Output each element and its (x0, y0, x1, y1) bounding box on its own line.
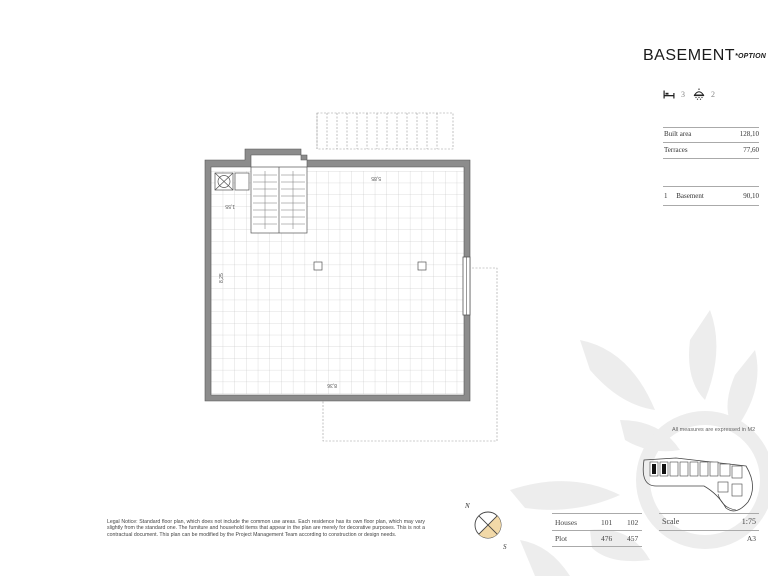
page-title (643, 47, 766, 65)
divider (663, 142, 759, 143)
terraces-row (664, 146, 759, 154)
floor-value: 90,10 (743, 192, 759, 200)
upper-stair (317, 113, 453, 149)
divider (659, 513, 759, 514)
built-area-row (664, 130, 759, 138)
divider (663, 127, 759, 128)
inner-stair (251, 167, 307, 233)
house-a: 101 (601, 518, 613, 527)
divider (663, 186, 759, 187)
divider (552, 546, 642, 547)
dim-left: 8,25 (219, 273, 225, 283)
floor-index: 1 (664, 192, 668, 200)
house-b: 102 (627, 518, 639, 527)
measures-note: All measures are expressed in M2 (672, 427, 756, 433)
houses-label: Houses (555, 518, 578, 527)
divider (552, 513, 642, 514)
compass (458, 497, 516, 551)
option-label: *OPTION (735, 53, 766, 60)
compass-north: N (465, 502, 470, 510)
plot-label: Plot (555, 534, 568, 543)
scale-row (662, 517, 756, 526)
built-area-value: 128,10 (739, 130, 759, 138)
bed-icon (663, 90, 675, 99)
page-title-text: BASEMENT (643, 47, 736, 64)
built-area-label: Built area (664, 130, 692, 138)
dim-bottom: 8,36 (327, 382, 337, 388)
paper-size: A3 (746, 534, 756, 543)
floor-label: Basement (676, 192, 704, 200)
site-map (636, 446, 764, 516)
room-counts (663, 88, 723, 100)
scale-label: Scale (662, 517, 680, 526)
divider (663, 158, 759, 159)
terraces-label: Terraces (664, 146, 688, 154)
bathroom-count: 2 (711, 89, 715, 99)
floor-plan (195, 105, 505, 445)
shower-icon (693, 88, 705, 100)
floor-summary-row (664, 192, 759, 200)
plot-a: 476 (601, 534, 613, 543)
scale-value: 1:75 (741, 517, 756, 526)
terraces-value: 77,60 (743, 146, 759, 154)
divider (659, 530, 759, 531)
divider (552, 530, 642, 531)
plot-row (555, 534, 639, 543)
dim-left-small: 1,55 (225, 203, 235, 209)
dim-top: 5,85 (371, 175, 381, 181)
divider (663, 205, 759, 206)
compass-south: S (503, 543, 507, 551)
plot-b: 457 (627, 534, 639, 543)
bedroom-count: 3 (681, 89, 685, 99)
houses-row (555, 518, 639, 527)
legal-notice: Legal Notice: Standard floor plan, which does not include the common use areas. Each residence has its own floor plan, which may vary slightly from the standard one. The furniture and household items that appear in the plan are merely for decorative purposes. This is not a contractual document. This plan can be modified by the Project Management Team according to construction or design needs. (107, 519, 425, 538)
utility-box (215, 173, 249, 190)
